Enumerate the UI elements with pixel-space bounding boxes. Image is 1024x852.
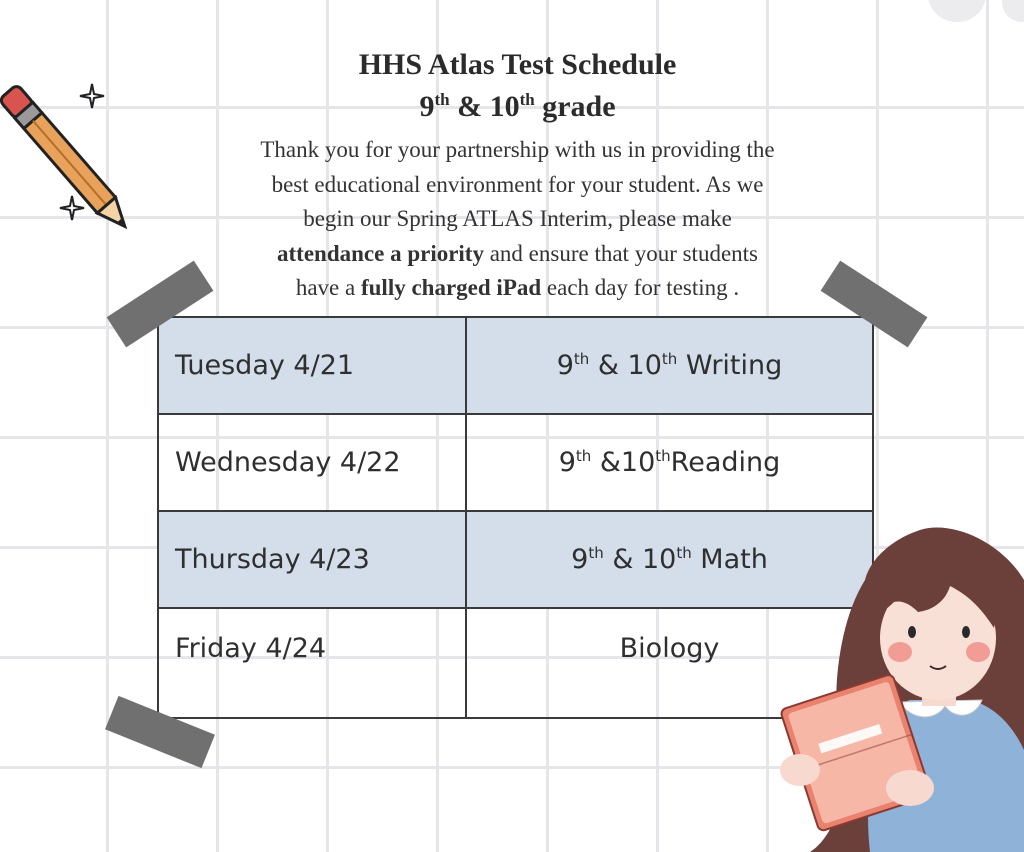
search-icon: [928, 0, 986, 22]
schedule-table: [157, 316, 874, 719]
more-button[interactable]: [1002, 0, 1024, 22]
day-cell: Wednesday 4/22: [158, 414, 466, 511]
table-row: [158, 414, 873, 511]
girl-reading-illustration: [770, 520, 1024, 852]
subject-cell: 9th & 10th Math: [466, 511, 873, 608]
search-button[interactable]: [928, 0, 986, 22]
page-title: HHS Atlas Test Schedule: [358, 48, 677, 81]
table-row: [158, 608, 873, 718]
sparkle-icon: [78, 82, 106, 110]
subject-cell: 9th & 10th Writing: [466, 317, 873, 414]
intro-paragraph: Thank you for your partnership with us in providing the best educational environment for your student. As we begin our Spring ATLAS Interim, please make attendance a priority and ensure that your students have a fully charged iPad each day for testing .: [260, 137, 775, 300]
table-row: [158, 317, 873, 414]
grade-heading: 9th & 10th grade: [419, 90, 616, 123]
day-cell: Friday 4/24: [158, 608, 466, 718]
day-cell: Tuesday 4/21: [158, 317, 466, 414]
table-row: [158, 511, 873, 608]
sparkle-icon: [58, 194, 86, 222]
subject-cell: 9th &10thReading: [466, 414, 873, 511]
subject-cell: Biology: [466, 608, 873, 718]
day-cell: Thursday 4/23: [158, 511, 466, 608]
